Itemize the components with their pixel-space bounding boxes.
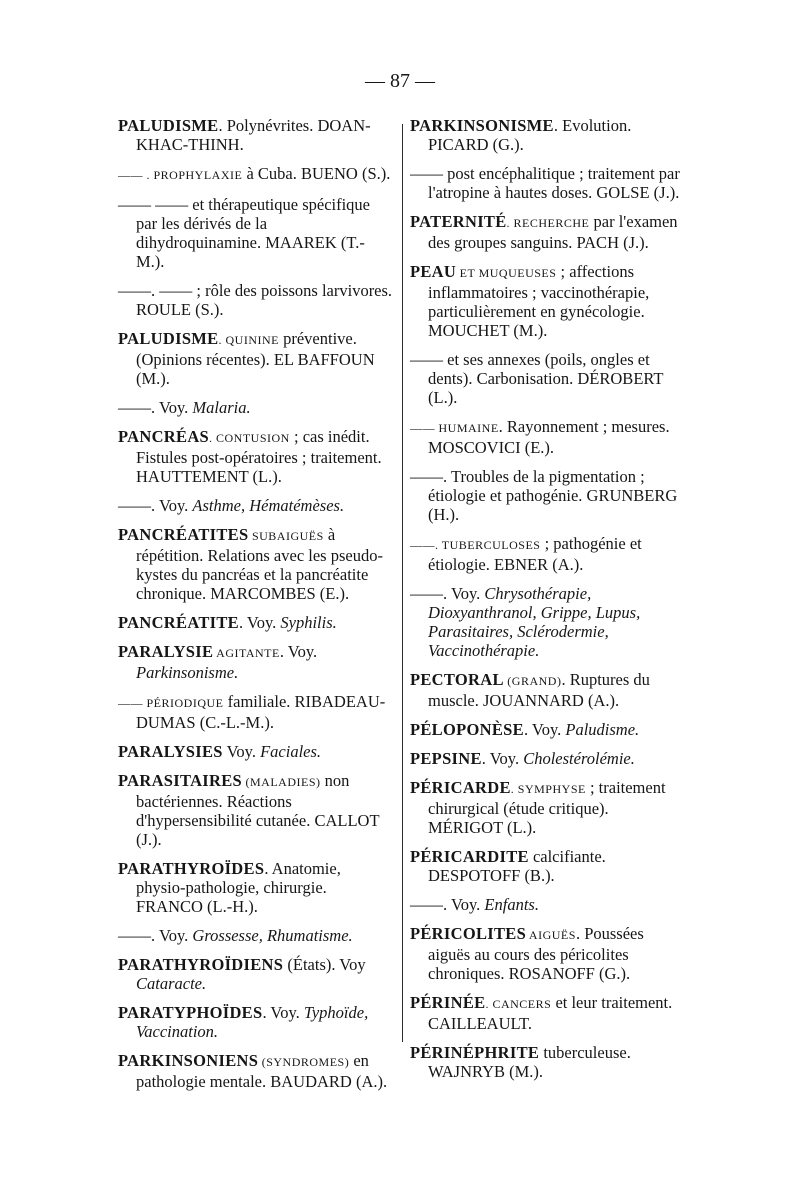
entry-text: ; traitement chirurgical (étude critique). MÉRIGOT (L.). bbox=[428, 778, 666, 837]
entry-text: . Voy. bbox=[481, 749, 524, 768]
index-entry bbox=[410, 212, 683, 252]
entry-text: . Voy. bbox=[279, 642, 318, 661]
entry-text: . Rayonnement ; mesures. MOSCOVICI (E.). bbox=[428, 417, 670, 457]
entry-text: non bactériennes. Réactions d'hypersensibilité cutanée. CALLOT (J.). bbox=[136, 771, 380, 849]
entry-text: calcifiante. DESPOTOFF (B.). bbox=[428, 847, 606, 885]
entry-subheading: . RECHERCHE bbox=[506, 216, 590, 230]
entry-subheading: —— HUMAINE bbox=[410, 421, 499, 435]
entry-text: ——. —— ; rôle des poissons larvivores. ROULE (S.). bbox=[118, 281, 393, 319]
entry-text: —— post encéphalitique ; traitement par l'atropine à hautes doses. GOLSE (J.). bbox=[410, 164, 680, 202]
index-entry bbox=[410, 262, 683, 340]
entry-headword: PEAU bbox=[410, 262, 457, 281]
index-entry bbox=[410, 778, 683, 837]
entry-text: et leur traitement. CAILLEAULT. bbox=[428, 993, 673, 1033]
entry-text: ; affections inflammatoires ; vaccinothérapie, particulièrement en gynécologie. MOUCHET (M.). bbox=[428, 262, 650, 340]
index-entry bbox=[410, 164, 683, 202]
entry-headword: PECTORAL bbox=[410, 670, 504, 689]
entry-headword: PARALYSIE bbox=[118, 642, 214, 661]
entry-text: . Ruptures du muscle. JOUANNARD (A.). bbox=[428, 670, 650, 710]
entry-subheading: —— PÉRIODIQUE bbox=[118, 696, 224, 710]
entry-text: . Anatomie, physio-pathologie, chirurgie. FRANCO (L.-H.). bbox=[136, 859, 341, 916]
index-entry bbox=[118, 859, 393, 916]
entry-reference: Typhoïde, Vaccination. bbox=[136, 1003, 369, 1041]
entry-subheading: AIGUËS bbox=[526, 928, 576, 942]
entry-subheading: . CONTUSION bbox=[209, 431, 290, 445]
entry-reference: Cataracte. bbox=[136, 974, 207, 993]
index-entry bbox=[118, 926, 393, 945]
entry-headword: PÉRINÉE bbox=[410, 993, 486, 1012]
entry-headword: PARKINSONIENS bbox=[118, 1051, 259, 1070]
column-divider bbox=[402, 124, 403, 1042]
index-entry bbox=[118, 427, 393, 486]
index-entry bbox=[118, 692, 393, 732]
index-entry bbox=[118, 496, 393, 515]
entry-reference: Asthme, Hématémèses. bbox=[192, 496, 345, 515]
entry-headword: PARKINSONISME bbox=[410, 116, 554, 135]
index-entry bbox=[410, 350, 683, 407]
index-entry bbox=[118, 164, 393, 185]
right-column bbox=[410, 116, 683, 1091]
entry-reference: Cholestérolémie. bbox=[523, 749, 635, 768]
entry-headword: PÉRICARDITE bbox=[410, 847, 529, 866]
entry-text: . Voy. bbox=[262, 1003, 304, 1022]
entry-text: (États). Voy bbox=[283, 955, 366, 974]
entry-headword: PANCRÉATITES bbox=[118, 525, 249, 544]
entry-text: en pathologie mentale. BAUDARD (A.). bbox=[136, 1051, 388, 1091]
entry-text: ——. Voy. bbox=[118, 496, 193, 515]
index-entry bbox=[118, 771, 393, 849]
entry-subheading: (SYNDROMES) bbox=[258, 1055, 350, 1069]
index-entry bbox=[410, 417, 683, 457]
entry-text: —— et ses annexes (poils, ongles et dents). Carbonisation. DÉROBERT (L.). bbox=[410, 350, 664, 407]
entry-headword: PARATHYROÏDES bbox=[118, 859, 265, 878]
index-entry bbox=[410, 1043, 683, 1081]
entry-subheading: . CANCERS bbox=[485, 997, 552, 1011]
entry-text: tuberculeuse. WAJNRYB (M.). bbox=[428, 1043, 631, 1081]
entry-text: à répétition. Relations avec les pseudo-kystes du pancréas et la pancréatite chronique. MARCOMBES (E.). bbox=[136, 525, 383, 603]
entry-text: Voy. bbox=[222, 742, 261, 761]
entry-reference: Parkinsonisme. bbox=[136, 663, 239, 682]
left-column bbox=[118, 116, 393, 1101]
page-number: — 87 — bbox=[365, 70, 435, 92]
index-entry bbox=[410, 720, 683, 739]
entry-text: ——. Voy. bbox=[118, 926, 193, 945]
entry-text: ——. Voy. bbox=[118, 398, 193, 417]
entry-headword: PEPSINE bbox=[410, 749, 482, 768]
index-entry bbox=[410, 467, 683, 524]
entry-text: . Polynévrites. DOAN-KHAC-THINH. bbox=[136, 116, 371, 154]
entry-text: ; pathogénie et étiologie. EBNER (A.). bbox=[428, 534, 642, 574]
entry-subheading: AGITANTE bbox=[213, 646, 280, 660]
entry-headword: PARATHYROÏDIENS bbox=[118, 955, 284, 974]
entry-text: par l'examen des groupes sanguins. PACH (J.). bbox=[428, 212, 678, 252]
entry-headword: PARALYSIES bbox=[118, 742, 223, 761]
entry-headword: PARATYPHOÏDES bbox=[118, 1003, 263, 1022]
entry-text: . Poussées aiguës au cours des péricolites chroniques. ROSANOFF (G.). bbox=[428, 924, 644, 983]
index-entry bbox=[410, 749, 683, 768]
index-entry bbox=[118, 613, 393, 632]
index-entry bbox=[410, 584, 683, 660]
entry-text: —— —— et thérapeutique spécifique par les dérivés de la dihydroquinamine. MAAREK (T.-M.). bbox=[118, 195, 371, 271]
entry-text: . Evolution. PICARD (G.). bbox=[428, 116, 632, 154]
index-entry bbox=[410, 847, 683, 885]
entry-reference: Paludisme. bbox=[565, 720, 640, 739]
index-entry bbox=[118, 281, 393, 319]
index-entry bbox=[118, 742, 393, 761]
entry-subheading: —— . PROPHYLAXIE bbox=[118, 168, 243, 182]
index-entry bbox=[410, 116, 683, 154]
entry-headword: PÉRICOLITES bbox=[410, 924, 527, 943]
entry-headword: PALUDISME bbox=[118, 116, 219, 135]
index-entry bbox=[118, 1003, 393, 1041]
index-entry bbox=[118, 195, 393, 271]
entry-text: ——. Voy. bbox=[410, 895, 485, 914]
entry-headword: PARASITAIRES bbox=[118, 771, 243, 790]
entry-subheading: . SYMPHYSE bbox=[510, 782, 586, 796]
entry-reference: Malaria. bbox=[192, 398, 251, 417]
entry-headword: PÉLOPONÈSE bbox=[410, 720, 524, 739]
entry-text: . Voy. bbox=[523, 720, 566, 739]
entry-reference: Chrysothérapie, Dioxyanthranol, Grippe, Lupus, Parasitaires, Sclérodermie, Vaccinothérapie. bbox=[428, 584, 641, 660]
index-entry bbox=[118, 642, 393, 682]
entry-text: ; cas inédit. Fistules post-opératoires ; traitement. HAUTTEMENT (L.). bbox=[136, 427, 382, 486]
entry-headword: PALUDISME bbox=[118, 329, 219, 348]
entry-subheading: (GRAND) bbox=[503, 674, 562, 688]
entry-text: à Cuba. BUENO (S.). bbox=[242, 164, 391, 183]
entry-subheading: ——. TUBERCULOSES bbox=[410, 538, 541, 552]
entry-headword: PANCRÉAS bbox=[118, 427, 210, 446]
index-entry bbox=[118, 1051, 393, 1091]
entry-reference: Enfants. bbox=[484, 895, 539, 914]
entry-reference: Grossesse, Rhumatisme. bbox=[192, 926, 353, 945]
entry-subheading: . QUININE bbox=[218, 333, 279, 347]
index-entry bbox=[118, 329, 393, 388]
entry-headword: PATERNITÉ bbox=[410, 212, 507, 231]
index-entry bbox=[410, 993, 683, 1033]
entry-reference: Faciales. bbox=[260, 742, 322, 761]
entry-headword: PANCRÉATITE bbox=[118, 613, 239, 632]
entry-subheading: ET MUQUEUSES bbox=[456, 266, 557, 280]
index-entry bbox=[118, 955, 393, 993]
entry-subheading: SUBAIGUËS bbox=[248, 529, 324, 543]
index-entry bbox=[410, 924, 683, 983]
entry-reference: Syphilis. bbox=[280, 613, 337, 632]
entry-text: . Voy. bbox=[238, 613, 281, 632]
entry-text: familiale. RIBADEAU-DUMAS (C.-L.-M.). bbox=[136, 692, 386, 732]
index-entry bbox=[118, 525, 393, 603]
entry-text: ——. Voy. bbox=[410, 584, 485, 603]
entry-text: préventive. (Opinions récentes). EL BAFFOUN (M.). bbox=[136, 329, 375, 388]
entry-headword: PÉRICARDE bbox=[410, 778, 511, 797]
index-entry bbox=[410, 895, 683, 914]
entry-headword: PÉRINÉPHRITE bbox=[410, 1043, 540, 1062]
index-entry bbox=[118, 116, 393, 154]
entry-text: ——. Troubles de la pigmentation ; étiologie et pathogénie. GRUNBERG (H.). bbox=[410, 467, 678, 524]
index-entry bbox=[118, 398, 393, 417]
index-entry bbox=[410, 534, 683, 574]
entry-subheading: (MALADIES) bbox=[242, 775, 321, 789]
index-entry bbox=[410, 670, 683, 710]
